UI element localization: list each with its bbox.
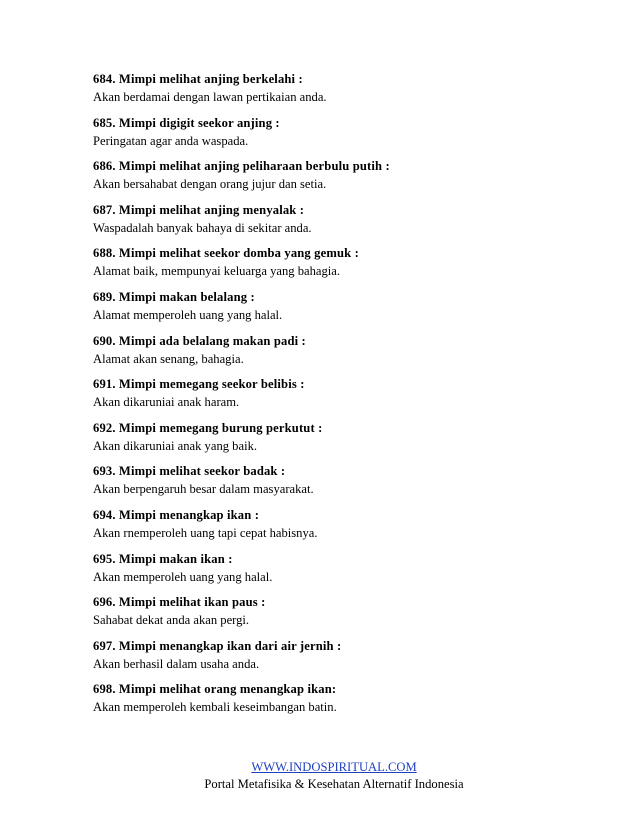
entry-description: Peringatan agar anda waspada. [93, 133, 249, 148]
dream-entry [93, 419, 593, 463]
dream-entry [93, 506, 593, 550]
website-link[interactable]: WWW.INDOSPIRITUAL.COM [251, 760, 417, 774]
dream-entry [93, 244, 593, 288]
entry-description: Akan memperoleh uang yang halal. [93, 569, 273, 584]
entry-description: Akan berdamai dengan lawan pertikaian anda. [93, 90, 327, 104]
entry-description: Akan rnemperoleh uang tapi cepat habisnya. [93, 525, 318, 540]
entry-title: 694. Mimpi menangkap ikan : [93, 507, 260, 522]
entry-description: Alamat memperoleh uang yang halal. [93, 307, 283, 322]
entry-title: 697. Mimpi menangkap ikan dari air jernih : [93, 638, 342, 653]
entry-title: 685. Mimpi digigit seekor anjing : [93, 115, 280, 130]
entry-description: Alamat akan senang, bahagia. [93, 351, 244, 366]
dream-entry [93, 375, 593, 419]
entry-title: 688. Mimpi melihat seekor domba yang gemuk : [93, 246, 359, 261]
entry-description: Akan berhasil dalam usaha anda. [93, 656, 260, 671]
dream-entries-list [93, 70, 593, 724]
dream-entry [93, 288, 593, 332]
entry-title: 695. Mimpi makan ikan : [93, 551, 233, 566]
entry-description: Sahabat dekat anda akan pergi. [93, 613, 250, 628]
entry-title: 684. Mimpi melihat anjing berkelahi : [93, 72, 303, 86]
entry-title: 690. Mimpi ada belalang makan padi : [93, 333, 306, 348]
entry-title: 691. Mimpi memegang seekor belibis : [93, 377, 305, 392]
dream-entry [93, 201, 593, 245]
dream-entry [93, 637, 593, 681]
entry-title: 693. Mimpi melihat seekor badak : [93, 464, 286, 479]
dream-entry [93, 70, 593, 114]
entry-description: Akan dikaruniai anak yang baik. [93, 438, 258, 453]
dream-entry [93, 462, 593, 506]
entry-title: 698. Mimpi melihat orang menangkap ikan: [93, 682, 337, 697]
entry-title: 687. Mimpi melihat anjing menyalak : [93, 202, 305, 217]
entry-description: Akan berpengaruh besar dalam masyarakat. [93, 482, 314, 497]
dream-entry [93, 332, 593, 376]
entry-description: Waspadalah banyak bahaya di sekitar anda. [93, 220, 312, 235]
entry-description: Akan bersahabat dengan orang jujur dan setia. [93, 177, 327, 192]
footer-tagline: Portal Metafisika & Kesehatan Alternatif Indonesia [204, 777, 464, 791]
dream-entry [93, 550, 593, 594]
entry-title: 686. Mimpi melihat anjing peliharaan berbulu putih : [93, 159, 390, 174]
dream-entry [93, 114, 593, 158]
dream-entry [93, 157, 593, 201]
entry-title: 696. Mimpi melihat ikan paus : [93, 595, 266, 610]
dream-entry [93, 680, 593, 724]
entry-description: Akan memperoleh kembali keseimbangan batin. [93, 700, 337, 715]
entry-title: 692. Mimpi memegang burung perkutut : [93, 420, 323, 435]
page-footer [0, 759, 638, 793]
entry-title: 689. Mimpi makan belalang : [93, 289, 255, 304]
dream-entry [93, 593, 593, 637]
entry-description: Akan dikaruniai anak haram. [93, 395, 240, 410]
entry-description: Alamat baik, mempunyai keluarga yang bahagia. [93, 264, 341, 279]
